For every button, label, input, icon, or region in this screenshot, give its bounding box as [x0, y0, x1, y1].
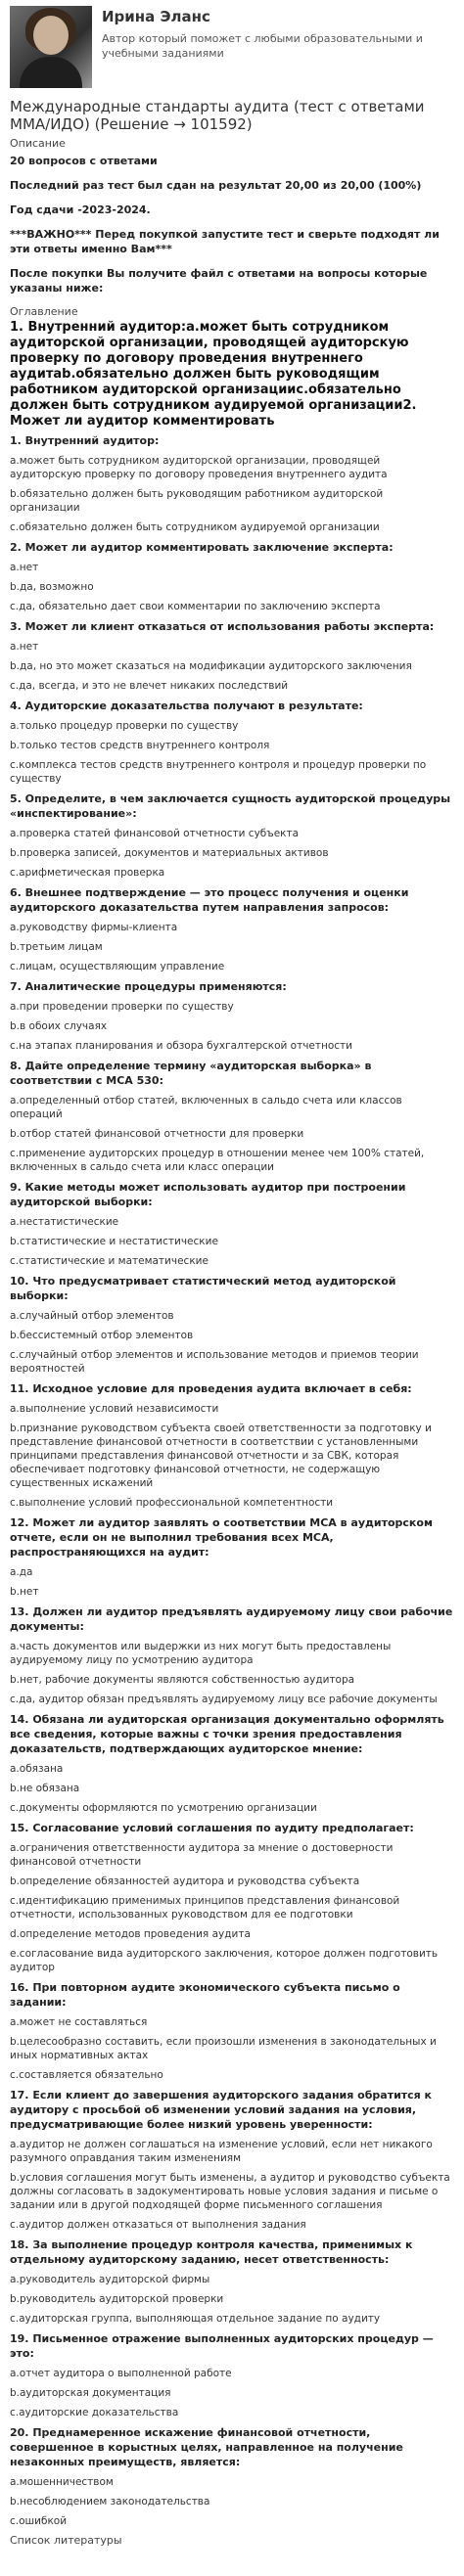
answer-option: b.нет, рабочие документы являются собственностью аудитора: [10, 1674, 355, 1686]
answer-option: c.применение аудиторских процедур в отношении менее чем 100% статей, включенных в сальдо счета или класс операции: [10, 1148, 425, 1173]
answer-option: a.нестатистические: [10, 1216, 119, 1228]
question-title: 15. Согласование условий соглашения по аудиту предполагает:: [10, 1822, 414, 1834]
answer-option: b.несоблюдением законодательства: [10, 2496, 210, 2508]
answer-option: b.нет: [10, 1586, 39, 1598]
question-block: [10, 885, 454, 973]
question-title: 12. Может ли аудитор заявлять о соответствии МСА в аудиторском отчете, если он не выполнил требования всех МСА, распространяющихся на аудит:: [10, 1516, 433, 1559]
question-block: [10, 1712, 454, 1815]
answer-option: b.да, но это может сказаться на модификации аудиторского заключения: [10, 660, 412, 672]
question-block: [10, 1980, 454, 2082]
answer-option: b.да, возможно: [10, 581, 94, 593]
question-title: 20. Преднамеренное искажение финансовой отчетности, совершенное в корыстных целях, направленное на получение незаконных преимуществ, является:: [10, 2426, 403, 2468]
answer-option: a.руководитель аудиторской фирмы: [10, 2274, 210, 2285]
answer-option: a.часть документов или выдержки из них могут быть предоставлены аудируемому лицу по усмотрению аудитора: [10, 1641, 392, 1666]
question-block: [10, 699, 454, 786]
answer-option: a.ограничения ответственности аудитора за мнение о достоверности финансовой отчетности: [10, 1842, 394, 1868]
question-block: [10, 791, 454, 880]
answer-option: a.аудитор не должен соглашаться на изменение условий, если нет никакого разумного оправдания таким изменениям: [10, 2139, 433, 2164]
answer-option: b.признание руководством субъекта своей ответственности за подготовку и представление финансовой отчетности в соответствии с установленными принципами представления финансовой отчетности и за СВК, которая обеспечивает подготовку финансовой отчетности, не содержащую существенных искажений: [10, 1423, 432, 1489]
answer-option: a.обязана: [10, 1763, 64, 1775]
answer-option: b.статистические и нестатистические: [10, 1236, 218, 1247]
page-title: Международные стандарты аудита (тест с ответами ММА/ИДО) (Решение → 101592): [10, 98, 425, 133]
answer-option: a.может не составляться: [10, 2016, 148, 2028]
author-description: Автор который поможет с любыми образовательными и учебными заданиями: [102, 32, 423, 60]
answer-option: c.лицам, осуществляющим управление: [10, 961, 225, 972]
answer-option: c.арифметическая проверка: [10, 867, 165, 879]
answer-option: b.только тестов средств внутреннего контроля: [10, 740, 270, 751]
answer-option: b.целесообразно составить, если произошли изменения в законодательных и иных нормативных актах: [10, 2036, 437, 2061]
question-title: 19. Письменное отражение выполненных аудиторских процедур — это:: [10, 2332, 434, 2360]
answer-option: b.бессистемный отбор элементов: [10, 1330, 194, 1341]
question-title: 14. Обязана ли аудиторская организация документально оформлять все сведения, которые важны с точки зрения предоставления доказательств, подтверждающих аудиторское мнение:: [10, 1713, 444, 1755]
answer-option: b.проверка записей, документов и материальных активов: [10, 847, 329, 859]
answer-option: c.случайный отбор элементов и использование методов и приемов теории вероятностей: [10, 1349, 419, 1375]
answer-option: a.только процедур проверки по существу: [10, 720, 239, 732]
answer-option: c.документы оформляются по усмотрению организации: [10, 1802, 317, 1814]
question-title: 3. Может ли клиент отказаться от использования работы эксперта:: [10, 620, 435, 633]
answer-option: c.аудитор должен отказаться от выполнения задания: [10, 2219, 306, 2231]
author-info: [102, 6, 454, 61]
question-block: [10, 540, 454, 613]
author-block: [10, 6, 454, 88]
answer-option: c.выполнение условий профессиональной компетентности: [10, 1497, 334, 1509]
question-block: [10, 1180, 454, 1268]
author-name[interactable]: Ирина Эланс: [102, 8, 210, 25]
question-block: [10, 2331, 454, 2419]
answer-option: a.мошенничеством: [10, 2476, 114, 2488]
question-block: [10, 1604, 454, 1706]
answer-option: b.аудиторская документация: [10, 2387, 171, 2399]
question-block: [10, 2088, 454, 2232]
answer-option: b.в обоих случаях: [10, 1020, 108, 1032]
answer-option: c.аудиторская группа, выполняющая отдельное задание по аудиту: [10, 2313, 381, 2325]
question-title: 9. Какие методы может использовать аудитор при построении аудиторской выборки:: [10, 1181, 406, 1208]
answer-option: c.да, всегда, и это не влечет никаких последствий: [10, 680, 289, 692]
answer-option: b.не обязана: [10, 1783, 80, 1794]
answer-option: b.определение обязанностей аудитора и руководства субъекта: [10, 1876, 360, 1887]
question-block: [10, 1515, 454, 1599]
question-title: 11. Исходное условие для проведения аудита включает в себя:: [10, 1382, 412, 1395]
answer-option: c.идентификацию применимых принципов представления финансовой отчетности, использованных руководством для ее подготовки: [10, 1895, 400, 1921]
answer-option: a.определенный отбор статей, включенных в сальдо счета или классов операций: [10, 1095, 402, 1120]
question-block: [10, 2237, 454, 2326]
question-title: 13. Должен ли аудитор предъявлять аудируемому лицу свои рабочие документы:: [10, 1605, 453, 1633]
warning: ***ВАЖНО*** Перед покупкой запустите тест и сверьте подходят ли эти ответы именно Вам***: [10, 228, 440, 255]
toc-label: Оглавление: [10, 305, 78, 318]
answer-option: c.аудиторские доказательства: [10, 2407, 179, 2418]
description-label: Описание: [10, 137, 66, 150]
answer-option: a.при проведении проверки по существу: [10, 1001, 234, 1013]
answer-option: b.обязательно должен быть руководящим работником аудиторской организации: [10, 488, 384, 514]
answer-option: e.согласование вида аудиторского заключения, которое должен подготовить аудитор: [10, 1948, 439, 1973]
answer-option: c.да, обязательно дает свои комментарии по заключению эксперта: [10, 601, 381, 612]
answer-option: a.нет: [10, 641, 39, 653]
question-title: 8. Дайте определение термину «аудиторская выборка» в соответствии с МСА 530:: [10, 1060, 372, 1087]
answer-option: b.отбор статей финансовой отчетности для проверки: [10, 1128, 304, 1140]
answer-option: a.может быть сотрудником аудиторской организации, проводящей аудиторскую проверку по договору проведения внутреннего аудита: [10, 455, 388, 480]
answer-option: a.нет: [10, 562, 39, 573]
question-block: [10, 1059, 454, 1174]
answer-option: c.статистические и математические: [10, 1255, 209, 1267]
answer-option: b.руководитель аудиторской проверки: [10, 2293, 224, 2305]
question-title: 5. Определите, в чем заключается сущность аудиторской процедуры «инспектирование»:: [10, 792, 451, 820]
question-block: [10, 2425, 454, 2528]
question-block: [10, 979, 454, 1053]
bibliography-label: Список литературы: [10, 2534, 122, 2547]
questions-list: [10, 433, 454, 2528]
answer-option: c.составляется обязательно: [10, 2069, 163, 2081]
author-avatar[interactable]: [10, 6, 92, 88]
after-purchase: После покупки Вы получите файл с ответами на вопросы которые указаны ниже:: [10, 267, 428, 294]
question-title: 2. Может ли аудитор комментировать заключение эксперта:: [10, 541, 394, 554]
toc-text: 1. Внутренний аудитор:a.может быть сотрудником аудиторской организации, проводящей аудиторскую проверку по договору проведения внутреннего аудитаb.обязательно должен быть руководящим работником аудиторской организацииc.обязательно должен быть сотрудником аудируемой организации2. Может ли аудитор комментировать: [10, 320, 417, 429]
question-title: 7. Аналитические процедуры применяются:: [10, 980, 287, 993]
question-block: [10, 1821, 454, 1974]
question-block: [10, 619, 454, 693]
answer-option: a.случайный отбор элементов: [10, 1310, 174, 1322]
question-block: [10, 1274, 454, 1376]
answer-option: a.проверка статей финансовой отчетности субъекта: [10, 828, 300, 839]
question-title: 4. Аудиторские доказательства получают в результате:: [10, 700, 363, 712]
question-title: 18. За выполнение процедур контроля качества, применимых к отдельному аудиторскому заданию, несет ответственность:: [10, 2238, 413, 2266]
answer-option: b.условия соглашения могут быть изменены, а аудитор и руководство субъекта должны согласовать в задокументировать новые условия задания и письме о задании или в другой подходящей форме письменного соглашения: [10, 2172, 450, 2211]
last-passed: Последний раз тест был сдан на результат 20,00 из 20,00 (100%): [10, 179, 422, 192]
answer-option: b.третьим лицам: [10, 941, 103, 953]
year: Год сдачи -2023-2024.: [10, 203, 151, 216]
answer-option: a.руководству фирмы-клиента: [10, 922, 178, 933]
question-title: 6. Внешнее подтверждение — это процесс получения и оценки аудиторского доказательства путем направления запросов:: [10, 886, 409, 914]
question-title: 17. Если клиент до завершения аудиторского задания обратится к аудитору с просьбой об изменении условий задания на условия, предусматривающие более низкий уровень уверенности:: [10, 2089, 433, 2131]
question-title: 1. Внутренний аудитор:: [10, 434, 160, 447]
answer-option: a.да: [10, 1566, 33, 1578]
answer-option: c.обязательно должен быть сотрудником аудируемой организации: [10, 521, 380, 533]
answer-option: c.на этапах планирования и обзора бухгалтерской отчетности: [10, 1040, 353, 1052]
answer-option: a.отчет аудитора о выполненной работе: [10, 2368, 232, 2379]
answer-option: d.определение методов проведения аудита: [10, 1928, 251, 1940]
answer-option: c.ошибкой: [10, 2515, 68, 2527]
question-block: [10, 433, 454, 534]
answer-option: c.комплекса тестов средств внутреннего контроля и процедур проверки по существу: [10, 759, 427, 785]
answer-option: c.да, аудитор обязан предъявлять аудируемому лицу все рабочие документы: [10, 1694, 438, 1705]
question-title: 10. Что предусматривает статистический метод аудиторской выборки:: [10, 1275, 396, 1302]
questions-count: 20 вопросов с ответами: [10, 155, 158, 167]
answer-option: a.выполнение условий независимости: [10, 1403, 219, 1415]
question-block: [10, 1381, 454, 1510]
question-title: 16. При повторном аудите экономического субъекта письмо о задании:: [10, 1981, 400, 2009]
